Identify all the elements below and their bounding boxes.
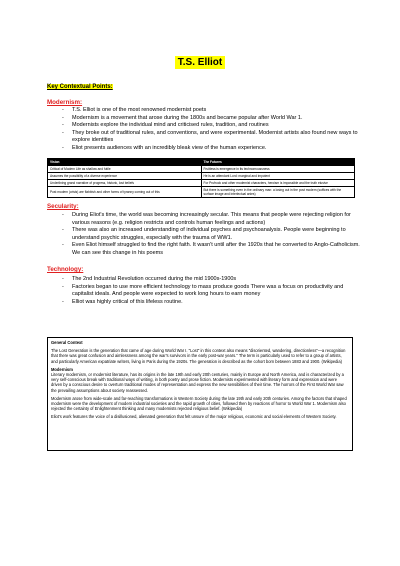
list-item: - They broke out of traditional rules, and conventions, and were experimental. Modernist artists also found new ways to explore identities: [62, 130, 362, 145]
modernism-origins-paragraph: Modernism arose from wide-scale and far-reaching transformations in Western Society during the late 19th and early 20th centuries. Among the factors that shaped modernism were the development of modern industrial societies and the rapid growth of cities, followed then by reactions of horror to World War 1. Modernism also rejected the certainty of Enlightenment thinking and many modernists rejected religious belief. (Wikipedia): [51, 395, 347, 412]
table-cell: Assumes the possibility of a diverse experience: [48, 173, 202, 180]
table-cell: Underlining grand narrative of progress, historic, lost beliefs: [48, 180, 202, 187]
modernism-heading: Modernism:: [47, 99, 83, 106]
table-cell: Post modern (crisis) are flabbish and other forms of tyranny coming out of this: [48, 187, 202, 198]
table-cell: But there is something even in the ordinary man: a losing out in the post modern (suffices with the surface image and interlectual anies): [201, 187, 355, 198]
table-row: [48, 166, 355, 173]
general-context-heading: General Context: [51, 340, 83, 345]
table-row: [48, 187, 355, 198]
table-header: Vision: [48, 159, 202, 166]
eliot-work-paragraph: Eliot's work features the voice of a disillusioned, alienated generation that felt unsure of the major religious, economic and social elements of Western Society.: [51, 414, 337, 420]
list-item: - Factories began to use more efficient technology to mass produce goods There was a focus on productivity and capitalist ideals. And people were expected to work long hours to earn money: [62, 284, 362, 299]
table-header-row: [48, 159, 355, 166]
table-header: The Futures: [201, 159, 355, 166]
list-item: - T.S. Elliot is one of the most renowned modernist poets: [62, 107, 362, 115]
literary-modernism-paragraph: Literary modernism, or modernist literature, has its origins in the late 19th and early 20th centuries, mainly in Europe and North America, and is characterized by a very self-conscious break with traditional ways of writing, in both poetry and prose fiction. Modernists experimented with literary form and expression and were driven by a conscious desire to overturn traditional modes of representation and express the new sensibilities of their time. The horrors of the First World War saw the prevailing assumptions about society reassessed.: [51, 372, 344, 393]
table-cell: Critical of Modern Life as shallow and futile: [48, 166, 202, 173]
modernism-list: [62, 107, 362, 153]
list-item: - Eliot presents audiences with an incredibly bleak view of the human experience.: [62, 145, 362, 153]
title-text: T.S. Elliot: [175, 56, 225, 69]
vision-table: [47, 158, 355, 198]
table-row: [48, 180, 355, 187]
list-item: - There was also an increased understanding of individual psyches and psychoanalysis. People were beginning to understand psychic struggles, especially with the trauma of WW1.: [62, 227, 362, 242]
list-item: - During Eliot's time, the world was becoming increasingly secular. This means that people were rejecting religion for various reasons (e.g. religion restricts and controls human feelings and actions): [62, 212, 362, 227]
lost-generation-paragraph: The Lost Generation is the generation that came of age during World War I. "Lost" in this context also means "disoriented, wandering, directionless"—a recognition that there was great confusion and aimlessness among the war's survivors in the early post-war years." The term is particularly used to refer to a group of artists, and particularly American expatriate writers, living in Paris during the 1920s. The generation is described as the cohort born between 1883 and 1900. (Wikipedia): [51, 348, 346, 364]
secularity-heading: Secularity:: [47, 203, 79, 210]
modernism-subheading: Modernism: [51, 366, 73, 372]
list-item: - Elliot was highly critical of this lifeless routine.: [62, 299, 362, 307]
list-item: - The 2nd Industrial Revolution occurred during the mid 1900s-1900s: [62, 276, 362, 284]
table-cell: For Prufrock and other modernist characters, heroism is impossible and the truth elusive: [201, 180, 355, 187]
technology-list: [62, 276, 362, 306]
general-context-box: [47, 337, 353, 451]
table-cell: Fruitless is emergence in its technomoussness: [201, 166, 355, 173]
list-item: - Modernism is a movement that arose during the 1800s and became popular after World War 1.: [62, 115, 362, 123]
table-cell: He is an attendant Lord: marginal and impotent: [201, 173, 355, 180]
secularity-list: [62, 212, 362, 258]
list-item: - Modernists explore the individual mind and criticised rules, tradition, and routines: [62, 122, 362, 130]
table-row: [48, 173, 355, 180]
list-item: - Even Eliot himself struggled to find the right faith. It wasn't until after the 1920s that he converted to Anglo-Catholicism. We can see this change in his poems: [62, 242, 362, 257]
technology-heading: Technology:: [47, 266, 84, 273]
page-title: [0, 52, 400, 70]
key-points-heading: Key Contextual Points:: [47, 84, 113, 90]
